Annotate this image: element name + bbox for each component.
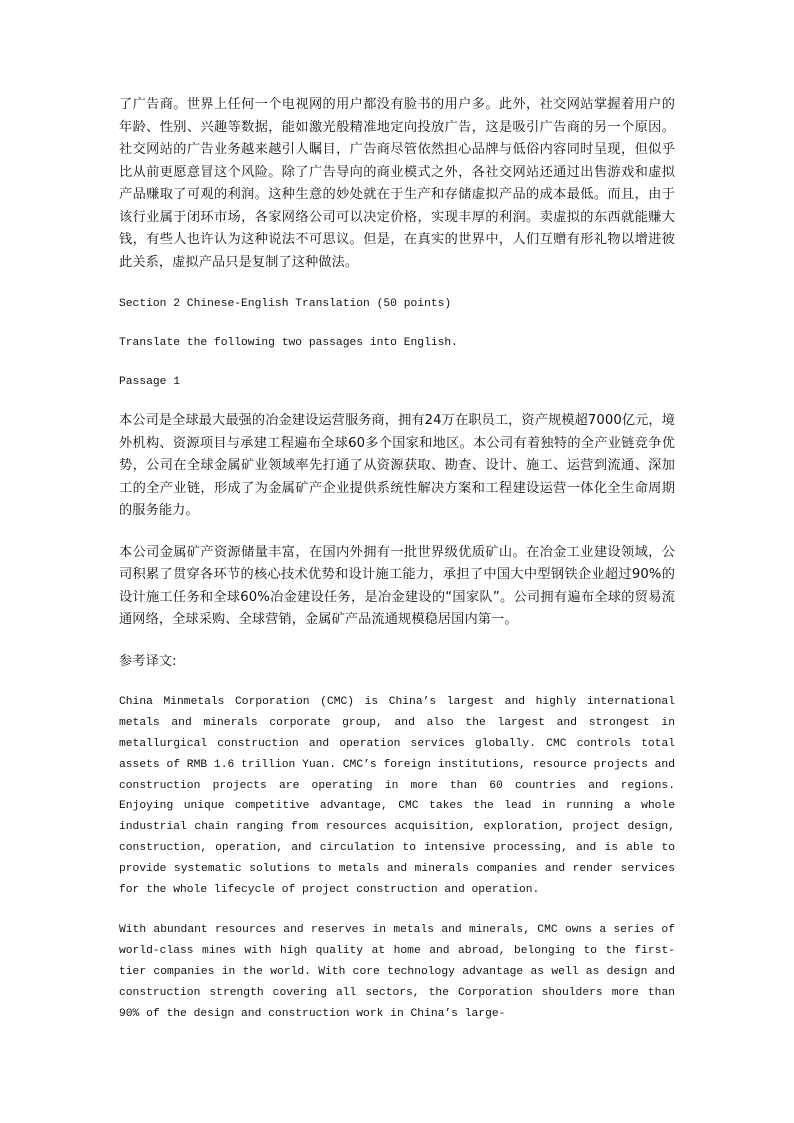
spacer — [119, 274, 675, 294]
document-page — [119, 94, 675, 1024]
section-heading: Section 2 Chinese-English Translation (50 points) — [119, 298, 452, 310]
passage-paragraph-2: 本公司金属矿产资源储量丰富，在国内外拥有一批世界级优质矿山。在冶金工业建设领域，公司积累了贯穿各环节的核心技术优势和设计施工能力，承担了中国大中型钢铁企业超过90%的设计施工任务和全球60%冶金建设任务，是冶金建设的“国家队”。公司拥有遍布全球的贸易流通网络，全球采购、全球营销，金属矿产品流通规模稳居国内第一。 — [119, 544, 675, 628]
intro-paragraph: 了广告商。世界上任何一个电视网的用户都没有脸书的用户多。此外，社交网站掌握着用户的年龄、性别、兴趣等数据，能如激光般精准地定向投放广告，这是吸引广告商的另一个原因。社交网站的广告业务越来越引人瞩目，广告商尽管依然担心品牌与低俗内容同时呈现，但似乎比从前更愿意冒这个风险。除了广告导向的商业模式之外，各社交网站还通过出售游戏和虚拟产品赚取了可观的利润。这种生意的妙处就在于生产和存储虚拟产品的成本最低。而且，由于该行业属于闭环市场，各家网络公司可以决定价格，实现丰厚的利润。卖虚拟的东西就能赚大钱，有些人也许认为这种说法不可思议。但是，在真实的世界中，人们互赠有形礼物以增进彼此关系，虚拟产品只是复制了这种做法。 — [119, 97, 675, 270]
translation-paragraph-2: With abundant resources and reserves in metals and minerals, CMC owns a series of world-class mines with high quality at home and abroad, belonging to the first-tier companies in the world. With core technology advantage as well as design and construction strength covering all sectors, the Corporation shoulders more than 90% of the design and construction work in China’s large- — [119, 924, 675, 1020]
translation-paragraph-1: China Minmetals Corporation (CMC) is China’s largest and highly international metals and minerals corporate group, and also the largest and strongest in metallurgical construction and operation services globally. CMC controls total assets of RMB 1.6 trillion Yuan. CMC’s foreign institutions, resource projects and construction projects are operating in more than 60 countries and regions. Enjoying unique competitive advantage, CMC takes the lead in running a whole industrial chain ranging from resources acquisition, exploration, project design, construction, operation, and circulation to intensive processing, and is able to provide systematic solutions to metals and minerals companies and render services for the whole lifecycle of project construction and operation. — [119, 696, 675, 896]
spacer — [119, 632, 675, 651]
spacer — [119, 673, 675, 692]
spacer — [119, 315, 675, 333]
spacer — [119, 392, 675, 410]
spacer — [119, 354, 675, 372]
passage-paragraph-1: 本公司是全球最大最强的冶金建设运营服务商，拥有24万在职员工，资产规模超7000亿元，境外机构、资源项目与承建工程遍布全球60多个国家和地区。本公司有着独特的全产业链竞争优势，公司在全球金属矿业领域率先打通了从资源获取、勘查、设计、施工、运营到流通、深加工的全产业链，形成了为金属矿产企业提供系统性解决方案和工程建设运营一体化全生命周期的服务能力。 — [119, 413, 675, 519]
spacer — [119, 523, 675, 542]
passage-label: Passage 1 — [119, 375, 181, 388]
instruction-text: Translate the following two passages into English. — [119, 336, 458, 349]
spacer — [119, 900, 675, 920]
reference-translation-label: 参考译文: — [119, 653, 177, 669]
